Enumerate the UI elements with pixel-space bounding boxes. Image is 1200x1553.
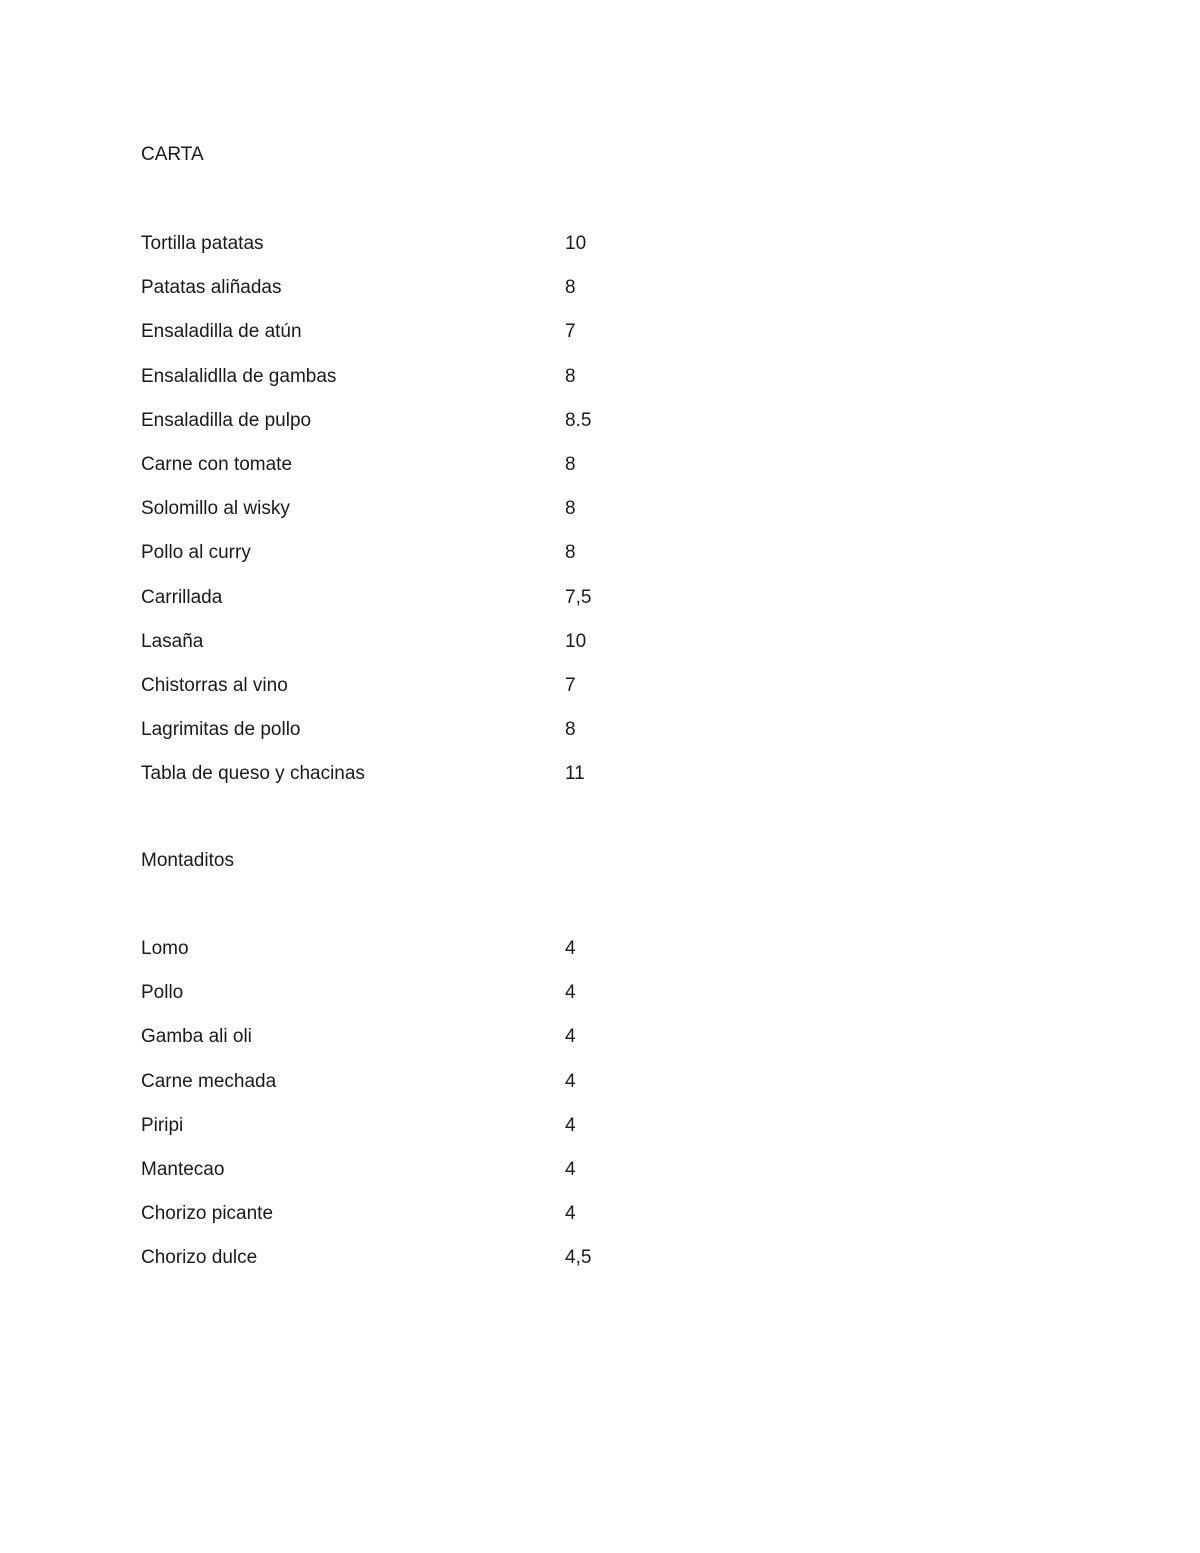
menu-item-row <box>141 1158 701 1202</box>
menu-item-row <box>141 541 701 585</box>
menu-item-row <box>141 1246 701 1290</box>
menu-item-price: 7,5 <box>565 586 592 608</box>
menu-item-row <box>141 409 701 453</box>
menu-item-price: 4 <box>565 1070 576 1092</box>
menu-item-name: Solomillo al wisky <box>141 498 290 520</box>
menu-item-name: Lagrimitas de pollo <box>141 719 301 741</box>
section-title-carta: CARTA <box>141 144 204 165</box>
menu-item-price: 8 <box>565 365 576 387</box>
menu-item-name: Ensalalidlla de gambas <box>141 365 337 387</box>
menu-item-price: 10 <box>565 630 587 652</box>
menu-item-name: Mantecao <box>141 1158 225 1180</box>
menu-item-row <box>141 276 701 320</box>
menu-item-row <box>141 937 701 981</box>
menu-item-row <box>141 232 701 276</box>
menu-item-row <box>141 365 701 409</box>
menu-item-price: 11 <box>565 763 585 785</box>
menu-item-name: Lasaña <box>141 630 204 652</box>
menu-item-name: Chorizo dulce <box>141 1247 258 1269</box>
menu-item-price: 4 <box>565 1026 576 1048</box>
menu-item-price: 4 <box>565 1203 576 1225</box>
menu-item-name: Tortilla patatas <box>141 233 264 254</box>
menu-item-row <box>141 1202 701 1246</box>
menu-item-price: 8 <box>565 542 576 564</box>
menu-item-price: 8 <box>565 498 576 520</box>
menu-item-name: Pollo al curry <box>141 542 251 564</box>
menu-item-row <box>141 586 701 630</box>
menu-item-price: 4 <box>565 938 576 959</box>
menu-item-row <box>141 320 701 364</box>
menu-item-name: Lomo <box>141 938 189 959</box>
menu-list-montaditos <box>141 937 701 1291</box>
menu-list-carta <box>141 232 701 806</box>
menu-item-price: 4 <box>565 982 576 1004</box>
menu-item-row <box>141 1070 701 1114</box>
menu-item-row <box>141 453 701 497</box>
menu-item-price: 4 <box>565 1158 576 1180</box>
menu-item-name: Ensaladilla de pulpo <box>141 409 312 431</box>
menu-item-price: 4 <box>565 1114 576 1136</box>
menu-item-price: 10 <box>565 233 587 254</box>
menu-item-row <box>141 718 701 762</box>
section-title-montaditos: Montaditos <box>141 850 234 871</box>
menu-item-row <box>141 762 701 806</box>
menu-item-name: Carrillada <box>141 586 223 608</box>
menu-item-row <box>141 981 701 1025</box>
menu-item-price: 8 <box>565 719 576 741</box>
menu-item-name: Pollo <box>141 982 184 1004</box>
menu-item-row <box>141 497 701 541</box>
menu-item-row <box>141 630 701 674</box>
menu-item-name: Gamba ali oli <box>141 1026 252 1048</box>
menu-item-name: Tabla de queso y chacinas <box>141 763 365 785</box>
menu-item-name: Chorizo picante <box>141 1203 274 1225</box>
menu-item-price: 8 <box>565 277 576 299</box>
menu-item-price: 7 <box>565 321 576 343</box>
menu-item-name: Chistorras al vino <box>141 674 288 696</box>
menu-item-name: Patatas aliñadas <box>141 277 282 299</box>
menu-item-row <box>141 1114 701 1158</box>
menu-item-price: 7 <box>565 674 576 696</box>
menu-item-price: 8 <box>565 453 576 475</box>
menu-item-price: 4,5 <box>565 1247 592 1269</box>
menu-item-name: Ensaladilla de atún <box>141 321 302 343</box>
menu-item-name: Carne con tomate <box>141 453 293 475</box>
menu-item-name: Carne mechada <box>141 1070 277 1092</box>
menu-item-row <box>141 674 701 718</box>
menu-item-row <box>141 1025 701 1069</box>
menu-item-price: 8.5 <box>565 409 592 431</box>
menu-item-name: Piripi <box>141 1114 184 1136</box>
